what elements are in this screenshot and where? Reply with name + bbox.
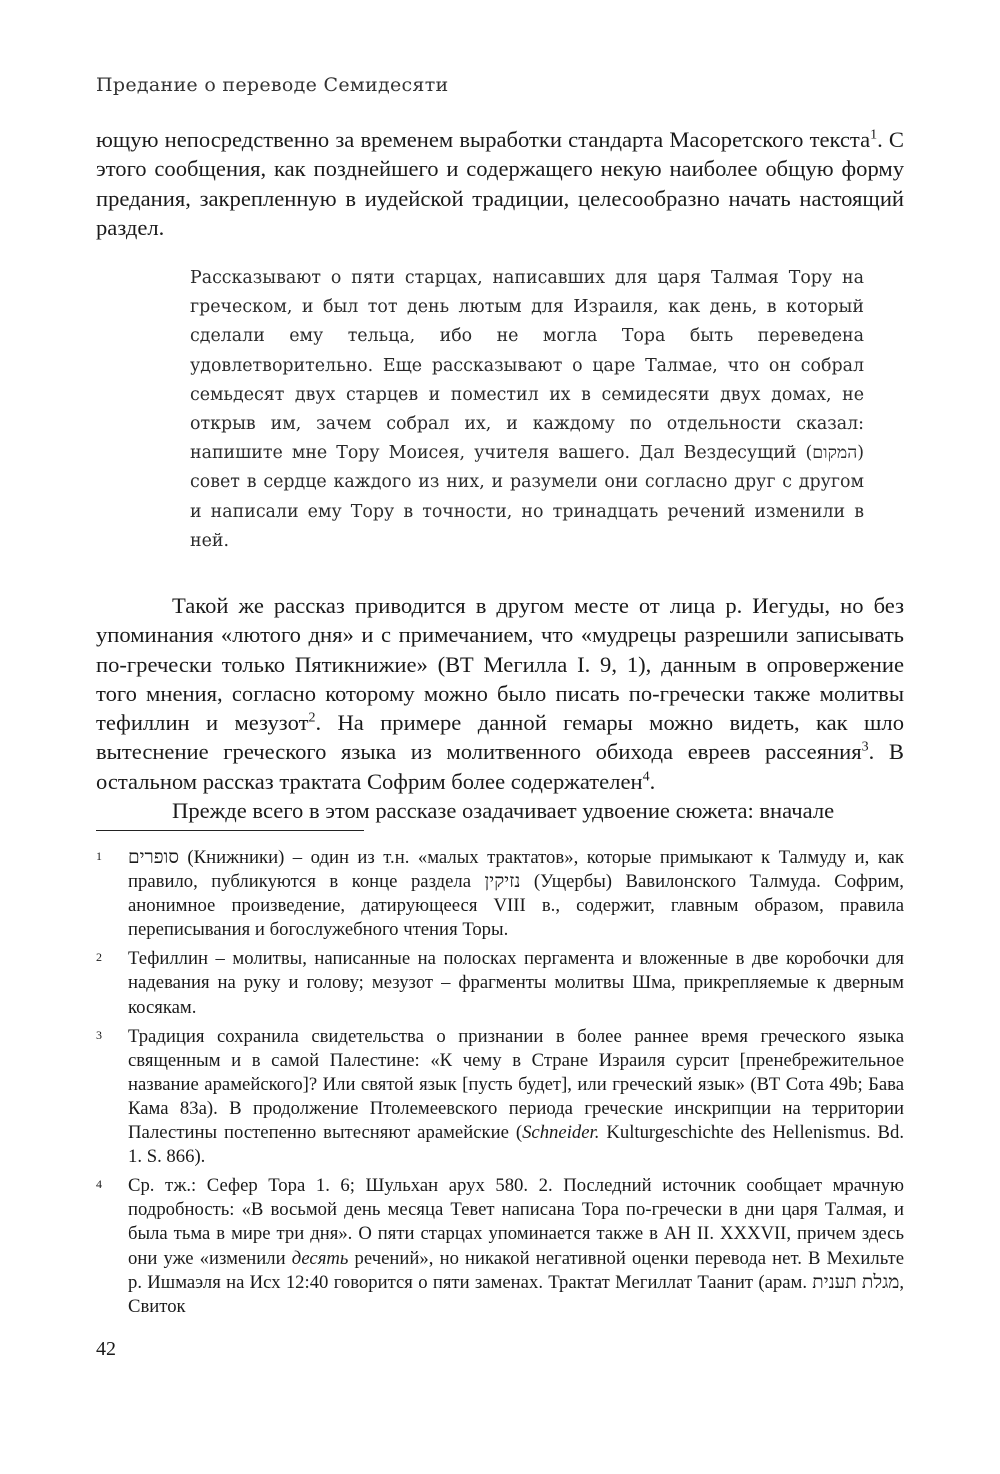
body-text: ющую непосредственно за временем выработки стандарта Масоретского текста [96, 127, 871, 152]
footnote-ref-1[interactable]: 1 [870, 127, 878, 143]
footnote-2 [96, 947, 904, 1019]
footnote-1 [96, 846, 904, 942]
body-paragraph-2 [96, 591, 904, 825]
block-quote [190, 264, 864, 556]
footnote-text: Ср. тж.: Сефер Тора 1. 6; Шульхан арух 580. 2. Последний источник сообщает мрачную подробность: «В восьмой день месяца Тевет написана Тора по-гречески в дни царя Талмая, и была тьма в мире три дня». О пяти старцах упоминается также в АН II. XXXVII, причем здесь они уже «изменили [128, 1175, 904, 1269]
hebrew-term: סופרים [128, 847, 179, 868]
hebrew-term: מגלת תענית [812, 1271, 900, 1293]
footnote-4 [96, 1174, 904, 1319]
body-text: . На примере данной гемары можно видеть, как шло вытеснение греческого языка из молитвенного обихода евреев рассеяния [96, 710, 904, 765]
body-paragraph-3 [96, 796, 904, 825]
footnote-text: Традиция сохранила свидетельства о признании в более раннее время греческого языка священным и в самой Палестине: «К чему в Стране Израиля сурсит [пренебрежительное название арамейского]? Или святой язык [пусть будет], или греческий язык» (ВТ Сота 49b; Бава Кама 83a). В продолжение Птолемеевского периода греческие инскрипции на территории Палестины постепенно вытесняют арамейские ( [128, 1025, 904, 1144]
footnote-text: Тефиллин – молитвы, написанные на полосках пергамента и вложенные в две коробочки для надевания на руку и голову; мезузот – фрагменты молитвы Шма, прикрепляемые к дверным косякам. [128, 948, 904, 1018]
footnote-3 [96, 1025, 904, 1170]
body-text: . [649, 768, 656, 794]
running-head: Предание о переводе Семидесяти [96, 74, 449, 96]
footnote-text: (Книжники) – один из т.н. «малых трактатов», которые примыкают к Талмуду и, как правило, публикуются в конце раздела [128, 847, 904, 893]
footnote-ref-4[interactable]: 4 [642, 769, 650, 785]
footnote-divider [96, 830, 364, 831]
footnotes [96, 846, 904, 1324]
footnote-ref-2[interactable]: 2 [308, 710, 316, 726]
hebrew-term: נזיקין [484, 871, 521, 893]
footnote-number: 1 [96, 849, 102, 863]
author-name: Schneider. [522, 1122, 600, 1144]
hebrew-term: המקום [812, 443, 858, 464]
body-text: . С этого сообщения, как позднейшего и содержащего некую наиболее общую форму предания, закрепленную в иудейской традиции, целесообразно начать настоящий раздел. [96, 127, 904, 240]
footnote-ref-3[interactable]: 3 [861, 739, 869, 755]
footnote-text: (Ущербы) Вавилонского Талмуда. Софрим, анонимное произведение, датирующееся VIII в., содержит, главным образом, правила переписывания и богослужебного чтения Торы. [128, 871, 904, 941]
page-number: 42 [96, 1338, 116, 1360]
footnote-number: 4 [96, 1177, 102, 1192]
body-paragraph-1 [96, 125, 904, 242]
emphasis: десять [291, 1247, 349, 1269]
body-text: Такой же рассказ приводится в другом месте от лица р. Иегуды, но без упоминания «лютого дня» и с примечанием, что «мудрецы разрешили записывать по-гречески только Пятикнижие» (ВТ Мегилла I. 9, 1), данным в опровержение того мнения, согласно которому можно было писать по-гречески также молитвы тефиллин и мезузот [96, 593, 904, 736]
body-text: . В остальном рассказ трактата Софрим более содержателен [96, 739, 904, 794]
footnote-text: , Свиток [128, 1271, 904, 1317]
footnote-number: 2 [96, 950, 102, 965]
quote-text: ) совет в сердце каждого из них, и разумели они согласно друг с другом и написали ему Тору в точности, но тринадцать речений изменили в ней. [190, 443, 864, 551]
quote-text: Рассказывают о пяти старцах, написавших для царя Талмая Тору на греческом, и был тот день лютым для Израиля, как день, в который сделали ему тельца, ибо не могла Тора быть переведена удовлетворительно. Еще рассказывают о царе Талмае, что он собрал семьдесят двух старцев и поместил их в семидесяти двух домах, не открыв им, зачем собрал их, и каждому по отдельности сказал: напишите мне Тору Моисея, учителя вашего. Дал Вездесущий ( [190, 268, 864, 464]
body-text: Прежде всего в этом рассказе озадачивает удвоение сюжета: вначале [172, 798, 835, 824]
footnote-text: Kulturgeschichte des Hellenismus. Bd. 1. S. 866). [128, 1122, 904, 1168]
footnote-number: 3 [96, 1027, 102, 1042]
footnote-text: речений», но никакой негативной оценки перевода нет. В Мехильте р. Ишмаэля на Исх 12:40 говорится о пяти заменах. Трактат Мегиллат Таанит (арам. [128, 1247, 904, 1293]
